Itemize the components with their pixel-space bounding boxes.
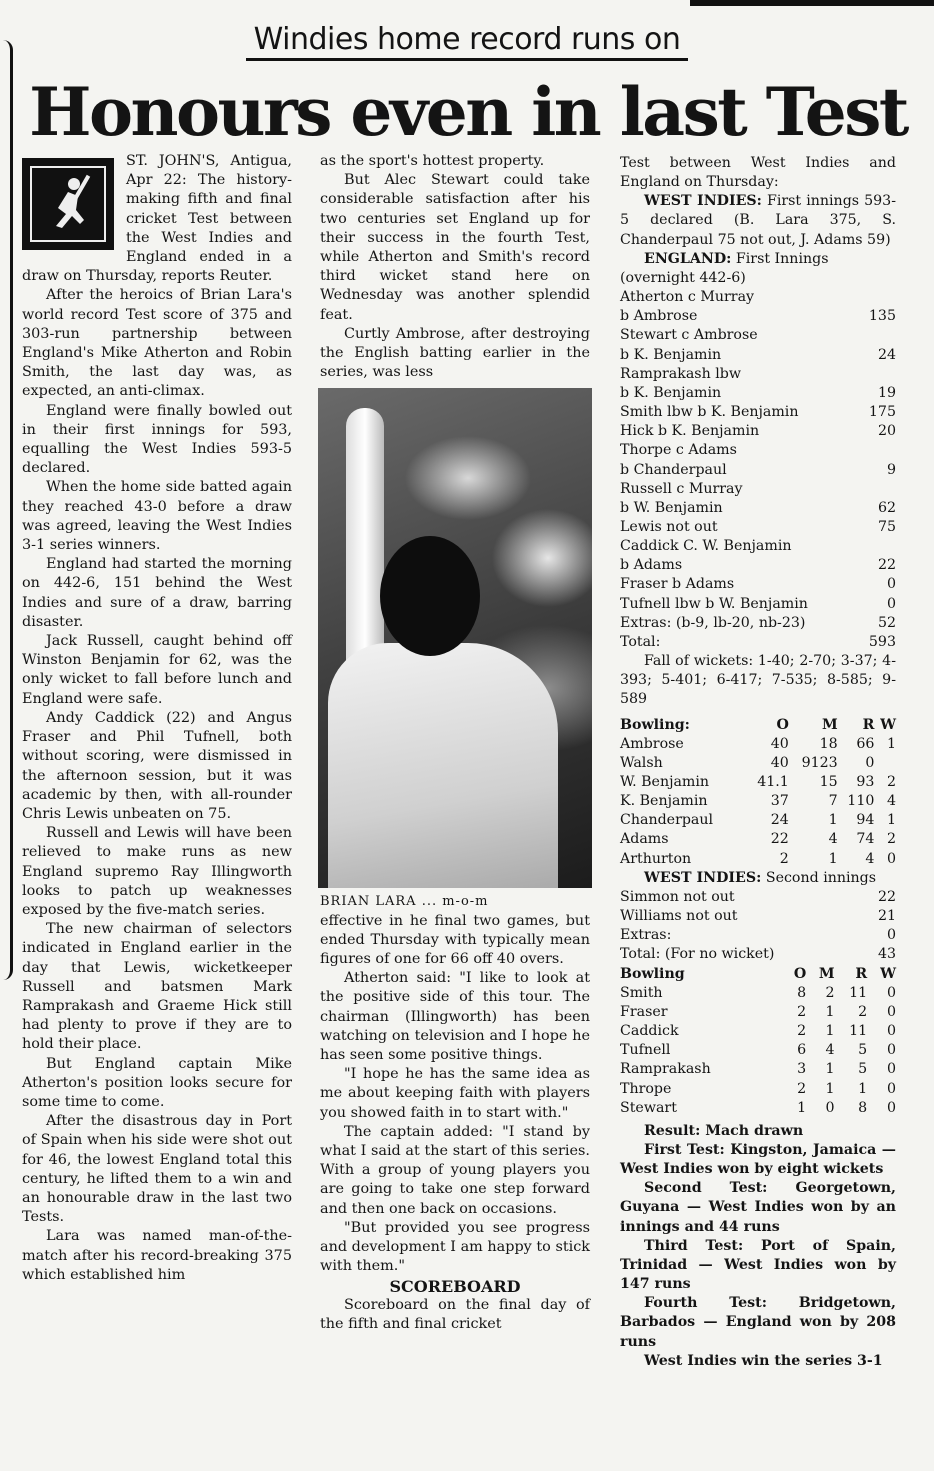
bowling-header-cell: W [880, 965, 896, 982]
batting-dismissal: Extras: (b-9, lb-20, nb-23) [620, 614, 806, 631]
bowling-cell: 110 [847, 793, 875, 810]
wi-first-innings: WEST INDIES: First innings 593-5 declared (B. Lara 375, S. Chanderpaul 75 not out, J. Adams 59) [620, 193, 896, 248]
bowling-cell: Chanderpaul [620, 812, 714, 829]
bowling-cell: 2 [886, 831, 896, 848]
column-1 [22, 152, 292, 1285]
bowling-row [620, 735, 896, 754]
batting-line: Russell c Murray [620, 480, 743, 497]
bowling-cell: 1 [828, 812, 838, 829]
bowling-cell: 8 [858, 1099, 868, 1116]
batting-line: Atherton c Murray [620, 289, 755, 306]
batting-dismissal: b Ambrose [620, 308, 698, 325]
bowling-cell: 4 [865, 850, 875, 867]
bowling-cell: 1 [825, 1003, 835, 1020]
batting-row [620, 518, 896, 537]
article-paragraph: Andy Caddick (22) and Angus Fraser and Phil Tufnell, both without scoring, were dismissed in the afternoon session, but it was academic by then, with all-rounder Chris Lewis unbeaten on 75. [22, 709, 292, 822]
bowling-cell: 1 [825, 1023, 835, 1040]
article-paragraph: The captain added: "I stand by what I said at the start of this series. With a group of young players you are going to take one step forward and then one back on occasions. [320, 1123, 590, 1217]
bowling-cell: Fraser [620, 1003, 668, 1020]
article-paragraph: as the sport's hottest property. [320, 153, 545, 169]
batting-row [620, 575, 896, 594]
england-batting-card [620, 288, 896, 652]
headline: Honours even in last Test [29, 73, 907, 151]
bowling-header-cell: W [880, 716, 896, 733]
batting-runs: 43 [877, 946, 896, 963]
bowling-row [620, 811, 896, 830]
bowling-cell: Walsh [620, 754, 663, 771]
bowling-header-cell: R [862, 716, 875, 733]
batting-row [620, 633, 896, 652]
bowling-cell: 11 [849, 1023, 868, 1040]
article-paragraph: "But provided you see progress and development I am happy to stick with them." [320, 1219, 590, 1275]
bowling-cell: 2 [797, 1003, 807, 1020]
bowling-row [620, 773, 896, 792]
batting-line: Thorpe c Adams [620, 442, 737, 459]
bowling-header-cell: M [821, 716, 838, 733]
batting-dismissal: b K. Benjamin [620, 384, 722, 401]
batting-row [620, 888, 896, 907]
bowling-cell: 2 [825, 984, 835, 1001]
column-bracket [0, 40, 13, 980]
bowling-row [620, 984, 896, 1003]
column-3-scoreboard [620, 154, 896, 1371]
column-2 [320, 152, 590, 1334]
wi-second-innings-heading: WEST INDIES: Second innings [644, 869, 877, 886]
bowling-cell: 2 [779, 850, 789, 867]
article-paragraph: Jack Russell, caught behind off Winston Benjamin for 62, was the only wicket to fall before lunch and England were safe. [22, 633, 292, 707]
bowling-cell: 6 [797, 1042, 807, 1059]
bowling-cell: 0 [886, 1061, 896, 1078]
batting-name: Total: (For no wicket) [620, 946, 775, 963]
bowling-cell: 0 [886, 984, 896, 1001]
bowling-cell: 40 [770, 735, 789, 752]
fall-of-wickets: Fall of wickets: 1-40; 2-70; 3-37; 4-393; 5-401; 6-417; 7-535; 8-585; 9-589 [620, 653, 896, 708]
batting-row [620, 499, 896, 518]
article-paragraph: Atherton said: "I like to look at the positive side of this tour. The chairman (Illingworth) has been watching on television and I hope he has seen some positive things. [320, 970, 590, 1064]
batting-dismissal: Lewis not out [620, 518, 718, 535]
batting-runs: 52 [877, 614, 896, 631]
result-line: Fourth Test: Bridgetown, Barbados — England won by 208 runs [620, 1295, 896, 1350]
bowling-cell: 1 [797, 1099, 807, 1116]
bowling-cell: 0 [825, 1099, 835, 1116]
bowling-cell: 15 [819, 774, 838, 790]
bowling-cell: Caddick [620, 1023, 679, 1040]
bowling-cell: 5 [858, 1042, 868, 1059]
bowling-cell: 9123 [801, 754, 838, 771]
bowling-row [620, 850, 896, 869]
bowling-row [620, 1003, 896, 1022]
wi-second-batting-card [620, 888, 896, 965]
batting-dismissal: Fraser b Adams [620, 576, 735, 593]
batting-runs: 0 [886, 576, 896, 593]
batting-runs: 75 [877, 518, 896, 535]
bowling-cell: 0 [886, 1003, 896, 1020]
bowling-cell: 41.1 [757, 774, 789, 790]
bowling-row [620, 754, 896, 773]
article-paragraph: Curtly Ambrose, after destroying the English batting earlier in the series, was less [320, 325, 590, 381]
article-paragraph: The new chairman of selectors indicated in England earlier in the day that Lewis, wicketkeeper Russell and batsmen Mark Ramprakash and Graeme Hick still had plenty to prove if they are to hold their place. [22, 921, 292, 1053]
bowling-cell: 2 [797, 1080, 807, 1097]
batting-runs: 24 [877, 346, 896, 363]
article-paragraph: Russell and Lewis will have been relieved to make runs as new England supremo Ray Illingworth looks to patch up weaknesses exposed by the five-match series. [22, 825, 292, 918]
bowling-cell: 2 [797, 1023, 807, 1040]
batting-row [620, 307, 896, 326]
bowling-row [620, 1099, 896, 1118]
batting-runs: 20 [877, 423, 896, 440]
batting-row [620, 945, 896, 964]
batting-runs: 135 [868, 308, 896, 325]
kicker-text: Windies home record runs on [246, 22, 689, 61]
result-line: First Test: Kingston, Jamaica — West Indies won by eight wickets [620, 1141, 896, 1178]
batting-runs: 9 [886, 461, 896, 478]
article-paragraph: ST. JOHN'S, Antigua, Apr 22: The history-making fifth and final cricket Test between the West Indies and England ended in a draw on Thursday, reports Reuter. [22, 153, 292, 285]
batting-runs: 22 [877, 888, 896, 905]
bowling-table-1 [620, 716, 896, 869]
article-paragraph: But England captain Mike Atherton's position looks secure for some time to come. [22, 1055, 292, 1110]
bowling-cell: 7 [828, 793, 838, 810]
article-paragraph: After the heroics of Brian Lara's world record Test score of 375 and 303-run partnership between England's Mike Atherton and Robin Smith, the last day was, as expected, an anti-climax. [22, 287, 292, 400]
bowling-cell: 0 [865, 754, 875, 771]
result-line: Result: Mach drawn [644, 1122, 804, 1139]
batting-dismissal: b Chanderpaul [620, 461, 727, 478]
batting-dismissal: b W. Benjamin [620, 499, 723, 516]
bowling-header-row [620, 716, 896, 735]
bowling-cell: 2 [858, 1003, 868, 1020]
bowling-row [620, 1080, 896, 1099]
bowling-cell: Thrope [620, 1080, 672, 1097]
bowling-cell: 1 [858, 1080, 868, 1097]
batting-runs: 0 [886, 595, 896, 612]
bowling-cell: 5 [858, 1061, 868, 1078]
batting-row [620, 384, 896, 403]
kicker [0, 22, 934, 57]
batting-runs: 62 [877, 499, 896, 516]
bowling-cell: 1 [825, 1061, 835, 1078]
batting-dismissal: b Adams [620, 557, 683, 574]
bowling-cell: 0 [886, 850, 896, 867]
bowling-table-2 [620, 965, 896, 1118]
bowling-cell: Ramprakash [620, 1061, 711, 1078]
article-paragraph: England were finally bowled out in their first innings for 593, equalling the West Indies 593-5 declared. [22, 402, 292, 477]
result-line: Third Test: Port of Spain, Trinidad — West Indies won by 147 runs [620, 1237, 896, 1293]
result-line: Second Test: Georgetown, Guyana — West Indies won by an innings and 44 runs [620, 1180, 896, 1235]
bowling-cell: 18 [819, 735, 838, 752]
bowling-cell: 94 [856, 812, 875, 829]
batting-row [620, 926, 896, 945]
bowling-cell: 1 [828, 850, 838, 867]
top-rule [690, 0, 934, 6]
batting-row [620, 346, 896, 365]
bowling-cell: 1 [886, 735, 896, 752]
batting-dismissal: Tufnell lbw b W. Benjamin [620, 595, 808, 612]
overnight-score: (overnight 442-6) [620, 269, 746, 286]
bowling-cell: 1 [825, 1080, 835, 1097]
batting-runs: 22 [877, 557, 896, 574]
batting-row [620, 403, 896, 422]
article-paragraph: When the home side batted again they reached 43-0 before a draw was agreed, leaving the West Indies 3-1 series winners. [22, 479, 292, 554]
bowling-header-cell: O [776, 716, 789, 733]
bowling-header-cell: Bowling [620, 965, 685, 982]
cricket-logo-icon [22, 158, 114, 250]
bowling-row [620, 1022, 896, 1041]
batting-name: Extras: [620, 927, 672, 944]
bowling-cell [874, 754, 896, 773]
bowling-cell: 11 [849, 984, 868, 1001]
bowling-cell: 93 [856, 774, 875, 790]
batting-dismissal: Total: [620, 633, 661, 650]
bowling-cell: 0 [886, 1042, 896, 1059]
bowling-row [620, 792, 896, 811]
bowling-cell: 1 [886, 812, 896, 829]
bowling-cell: Stewart [620, 1099, 677, 1116]
article-paragraph: England had started the morning on 442-6, 151 behind the West Indies and sure of a draw, barring disaster. [22, 556, 292, 630]
bowling-header-row [620, 965, 896, 984]
batting-runs: 175 [868, 404, 896, 421]
brian-lara-photo [318, 388, 592, 888]
bowling-cell: 40 [770, 754, 789, 771]
bowling-cell: 3 [797, 1061, 807, 1078]
photo-caption: BRIAN LARA ... m-o-m [320, 894, 489, 910]
bowling-header-cell: Bowling: [620, 716, 690, 733]
batting-runs: 593 [868, 633, 896, 650]
bowling-cell: Arthurton [620, 850, 692, 867]
bowling-cell: W. Benjamin [620, 774, 710, 790]
batting-row [620, 422, 896, 441]
bowling-cell: 4 [825, 1042, 835, 1059]
bowling-cell: 37 [770, 793, 789, 810]
eng-first-innings-heading: ENGLAND: First Innings [644, 250, 829, 267]
article-paragraph: "I hope he has the same idea as me about keeping faith with players you showed faith in to start with." [320, 1066, 590, 1121]
batting-row [620, 907, 896, 926]
scoreboard-intro-cont: Test between West Indies and England on Thursday: [620, 155, 896, 191]
article-paragraph: After the disastrous day in Port of Spain when his side were shot out for 46, the lowest England total this century, he lifted them to a win and an honourable draw in the last two Tests. [22, 1113, 292, 1226]
batting-runs: 21 [877, 908, 896, 925]
batting-dismissal: Smith lbw b K. Benjamin [620, 404, 799, 421]
bowling-header-cell: M [818, 965, 835, 982]
batting-dismissal: Hick b K. Benjamin [620, 423, 760, 440]
bowling-header-cell: R [855, 965, 868, 982]
bowling-cell: Adams [620, 831, 669, 848]
batting-row [620, 595, 896, 614]
batting-runs: 19 [877, 384, 896, 401]
scoreboard-intro: Scoreboard on the final day of the fifth and final cricket [320, 1296, 590, 1332]
article-paragraph: Lara was named man-of-the-match after his record-breaking 375 which established him [22, 1228, 292, 1283]
bowling-cell: 4 [886, 793, 896, 810]
batting-row [620, 556, 896, 575]
batting-dismissal: b K. Benjamin [620, 346, 722, 363]
bowling-cell: 0 [886, 1099, 896, 1116]
bowling-cell: Smith [620, 984, 663, 1001]
bowling-row [620, 830, 896, 849]
bowling-row [620, 1041, 896, 1060]
article-paragraph: effective in he final two games, but ended Thursday with typically mean figures of one for 66 off 40 overs. [320, 912, 590, 968]
bowling-cell: Tufnell [620, 1042, 671, 1059]
batting-row [620, 614, 896, 633]
bowling-cell: 8 [797, 984, 807, 1001]
bowling-cell: Ambrose [620, 735, 684, 752]
bowling-cell: 74 [856, 831, 875, 848]
batting-runs: 0 [886, 927, 896, 944]
batting-line: Stewart c Ambrose [620, 327, 758, 344]
bowling-cell: 0 [886, 1080, 896, 1097]
result-line: West Indies win the series 3-1 [644, 1352, 883, 1369]
batting-name: Williams not out [620, 908, 738, 925]
bowling-cell: 2 [886, 774, 896, 790]
bowling-cell: K. Benjamin [620, 793, 708, 810]
bowling-cell: 22 [770, 831, 789, 848]
series-results [620, 1122, 896, 1371]
bowling-cell: 24 [770, 812, 789, 829]
bowling-header-cell: O [793, 965, 807, 982]
bowling-cell: 0 [886, 1023, 896, 1040]
batting-line: Ramprakash lbw [620, 365, 741, 382]
bowling-row [620, 1060, 896, 1079]
batting-row [620, 461, 896, 480]
scoreboard-heading: SCOREBOARD [389, 1276, 521, 1296]
article-paragraph: But Alec Stewart could take considerable satisfaction after his two centuries set England up for their success in the fourth Test, while Atherton and Smith's record third wicket stand here on Wednesday was another splendid feat. [320, 172, 590, 323]
batting-name: Simmon not out [620, 888, 735, 905]
bowling-cell: 4 [828, 831, 838, 848]
bowling-cell: 66 [856, 735, 875, 752]
batting-line: Caddick C. W. Benjamin [620, 538, 792, 555]
